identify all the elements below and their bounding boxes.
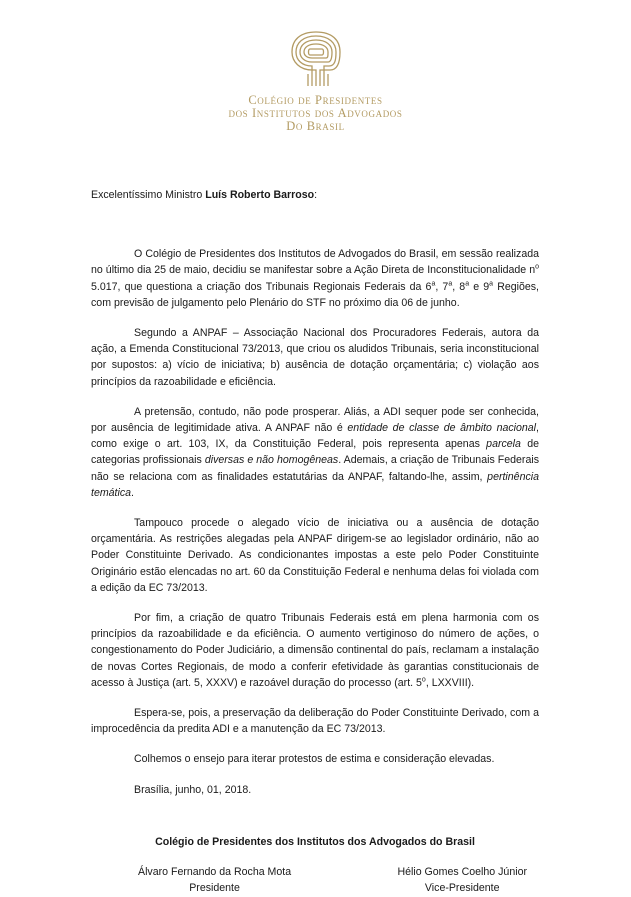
salutation (91, 187, 539, 203)
signer-role: Vice-Presidente (424, 882, 500, 895)
italic-text: diversas e não homogêneas (204, 454, 339, 467)
superscript: a (448, 280, 453, 288)
signer-role: Presidente (189, 882, 240, 895)
superscript: o (421, 676, 426, 684)
paragraph-4: Tampouco procede o alegado vício de iniciativa ou a ausência de dotação orçamentária. As restrições alegadas pela ANPAF dirigem-se ao legislador ordinário, não ao Poder Constituinte Derivado. As condicionantes impostas a este pelo Poder Constituinte Originário estão elencadas no art. 60 da Constituição Federal e nenhuma delas foi violada com a edição da EC 73/2013. (91, 517, 539, 594)
text: 5.017, que questiona a criação dos Tribunais Regionais Federais da 6 (91, 280, 432, 293)
labyrinth-monogram-icon (290, 30, 342, 88)
signer-name: Álvaro Fernando da Rocha Mota (138, 866, 292, 879)
paragraph-5 (91, 610, 539, 691)
logo-line-3: Do Brasil (286, 119, 345, 133)
org-signature: Colégio de Presidentes dos Institutos dos Advogados do Brasil (155, 835, 475, 848)
paragraph-3 (91, 404, 539, 501)
logo-line-1: Colégio de Presidentes (248, 93, 383, 107)
text: , 8 (452, 280, 466, 293)
text: de categorias profissionais (91, 438, 539, 467)
org-name-logo (0, 94, 631, 133)
letter-body (91, 187, 539, 897)
salutation-suffix: : (314, 189, 318, 201)
letterhead (0, 30, 631, 133)
text: . (131, 486, 134, 499)
logo-line-2: dos Institutos dos Advogados (228, 106, 403, 120)
paragraph-2: Segundo a ANPAF – Associação Nacional dos Procuradores Federais, autora da ação, a Emenda Constitucional 73/2013, que criou os aludidos Tribunais, seria inconstitucional por supostos: a) vício de iniciativa; b) ausência de dotação orçamentária; c) violação aos princípios da razoabilidade e eficiência. (91, 327, 539, 388)
paragraph-6: Espera-se, pois, a preservação da deliberação do Poder Constituinte Derivado, com a improcedência da predita ADI e a manutenção da EC 73/2013. (91, 707, 539, 736)
addressee-name: Luís Roberto Barroso (205, 189, 315, 201)
date-line: Brasília, junho, 01, 2018. (134, 783, 252, 796)
italic-text: parcela (486, 438, 521, 451)
text: , como exige o art. 103, IX, da Constituição Federal, pois representa apenas (91, 422, 539, 451)
text: O Colégio de Presidentes dos Institutos de Advogados do Brasil, em sessão realizada no último dia 25 de maio, decidiu se manifestar sobre a Ação Direta de Inconstitucionalidade n (91, 248, 539, 277)
text: A pretensão, contudo, não pode prosperar. Aliás, a ADI sequer pode ser conhecida, por ausência de legitimidade ativa. A ANPAF não é (91, 405, 539, 435)
superscript: a (431, 280, 436, 288)
text: e 9 (469, 280, 490, 293)
text: Por fim, a criação de quatro Tribunais Federais está em plena harmonia com os princípios da razoabilidade e da eficiência. O aumento vertiginoso do número de ações, o congestionamento do Poder Judiciário, a dimensão continental do país, reclamam a instalação de novas Cortes Regionais, de modo a conferir efetividade às garantias constitucionais de acesso à Justiça (art. 5, XXXV) e razoável duração do processo (art. 5 (91, 612, 539, 689)
text: . Ademais, a criação de Tribunais Federais não se relaciona com as finalidades estatutárias da ANPAF, faltando-lhe, assim, (91, 454, 539, 483)
signer-name: Hélio Gomes Coelho Júnior (397, 866, 527, 879)
text: Regiões, com previsão de julgamento pelo Plenário do STF no próximo dia 06 de junho. (91, 280, 540, 309)
italic-text: pertinência temática (91, 470, 539, 499)
salutation-prefix: Excelentíssimo Ministro (91, 189, 206, 201)
text: , LXXVIII). (425, 676, 475, 689)
paragraph-1 (91, 246, 539, 311)
superscript: a (489, 280, 494, 288)
superscript: o (535, 263, 539, 271)
italic-text: entidade de classe de âmbito nacional (347, 422, 537, 435)
text: , 7 (435, 280, 449, 293)
superscript: a (465, 280, 470, 288)
closing: Colhemos o ensejo para iterar protestos de estima e consideração elevadas. (134, 753, 495, 766)
